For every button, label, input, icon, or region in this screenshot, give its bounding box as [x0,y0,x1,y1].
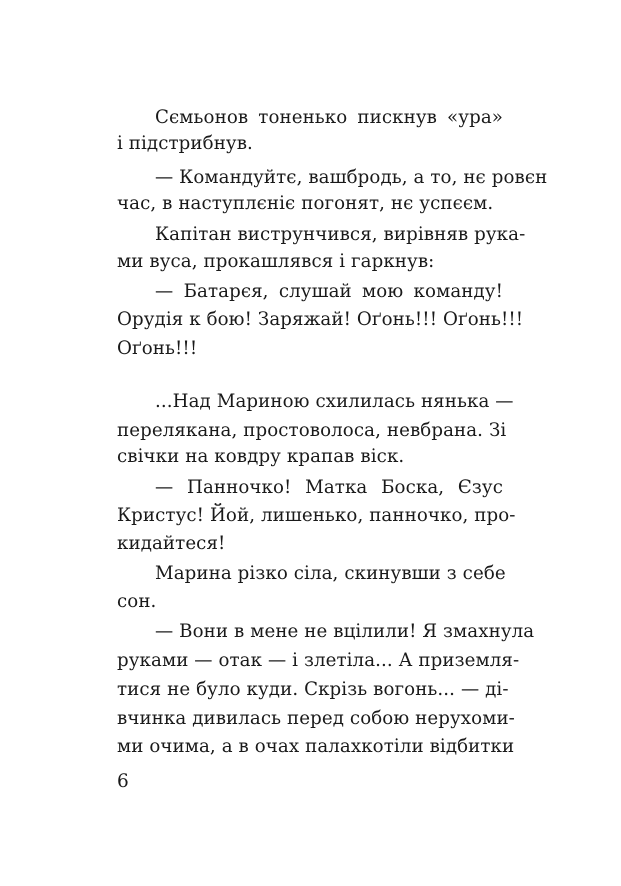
text-line: ми очима, а в очах палахкотіли відбитки [117,736,515,757]
text-line: Марина різко сіла, скинувши з себе [155,563,506,584]
text-line: — Батарєя, слушай мою команду! [155,281,503,302]
text-line: вчинка дивилась перед собою нерухоми- [117,708,515,729]
page-number: 6 [117,771,129,792]
text-line: ми вуса, прокашлявся і гаркнув: [117,251,435,272]
text-line: Орудія к бою! Заряжай! Оґонь!!! Оґонь!!! [117,309,524,330]
text-line: Кристус! Йой, лишенько, панночко, про- [117,505,516,526]
text-line: час, в наступлєніє погонят, нє успєєм. [117,193,494,214]
text-line: кидайтеся! [117,533,226,554]
text-line: перелякана, простоволоса, невбрана. Зі [117,420,507,441]
text-line: Оґонь!!! [117,338,198,359]
text-line: — Панночко! Матка Боска, Єзус [155,477,503,498]
text-line: — Вони в мене не вцілили! Я змахнула [155,621,535,642]
text-line: і підстрибнув. [117,133,253,154]
text-line: свічки на ковдру крапав віск. [117,446,405,467]
text-line: Капітан виструнчився, вирівняв рука- [155,224,526,245]
text-line: Сємьонов тоненько пискнув «ура» [155,107,503,128]
text-line: руками — отак — і злетіла... А приземля- [117,650,520,671]
text-line: — Командуйтє, вашбродь, а то, нє ровєн [155,167,548,188]
text-line: ...Над Мариною схилилась нянька — [155,391,514,412]
text-line: сон. [117,591,157,612]
text-line: тися не було куди. Скрізь вогонь... — ді- [117,679,509,700]
